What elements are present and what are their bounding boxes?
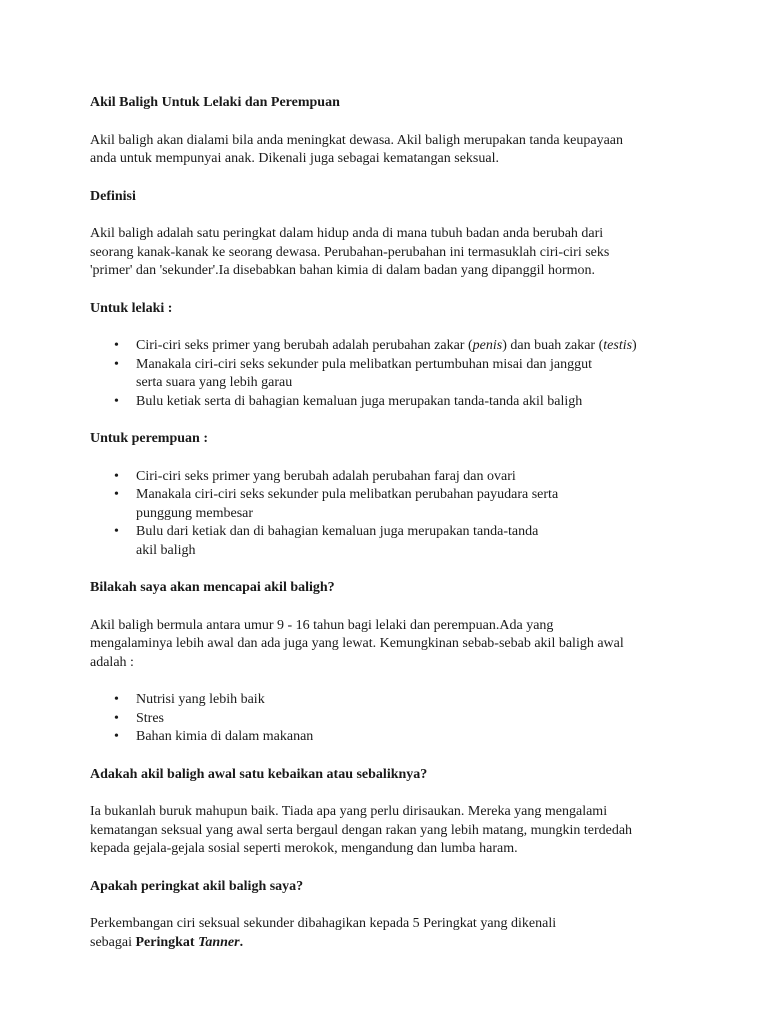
- adakah-paragraph: [90, 803, 690, 859]
- term-penis: penis: [472, 338, 503, 353]
- list-item: • Nutrisi yang lebih baik: [90, 691, 768, 710]
- list-item: [90, 337, 768, 356]
- list-item-line: • Bulu dari ketiak dan di bahagian kemaluan juga merupakan tanda-tanda: [136, 524, 539, 539]
- bilakah-line: Akil baligh bermula antara umur 9 - 16 tahun bagi lelaki dan perempuan.Ada yang: [90, 617, 554, 633]
- apakah-line: Perkembangan ciri seksual sekunder dibahagikan kepada 5 Peringkat yang dikenali: [90, 916, 557, 931]
- perempuan-list: [90, 468, 768, 561]
- text-span: ) dan buah zakar (: [502, 338, 604, 353]
- list-item: [90, 486, 768, 523]
- apakah-paragraph: [90, 915, 690, 952]
- text-span: sebagai: [90, 934, 136, 950]
- tanner-term: Tanner: [198, 934, 240, 950]
- perempuan-heading: Untuk perempuan :: [90, 431, 208, 446]
- definisi-line: Akil baligh adalah satu peringkat dalam hidup anda di mana tubuh badan anda berubah dari: [90, 226, 604, 241]
- list-item: • Stres: [90, 710, 768, 729]
- adakah-line: kematangan seksual yang awal serta bergaul dengan rakan yang lebih matang, mungkin terdedah: [90, 822, 633, 838]
- lelaki-list: [90, 337, 768, 411]
- lelaki-heading: Untuk lelaki :: [90, 300, 173, 316]
- list-item-line: • Manakala ciri-ciri seks sekunder pula melibatkan pertumbuhan misai dan janggut: [136, 356, 593, 372]
- document-title: Akil Baligh Untuk Lelaki dan Perempuan: [90, 95, 340, 110]
- text-span: ): [632, 338, 637, 353]
- definisi-heading: Definisi: [90, 188, 136, 204]
- list-item-line: punggung membesar: [136, 505, 254, 521]
- text-span: .: [239, 934, 244, 950]
- adakah-heading: Adakah akil baligh awal satu kebaikan atau sebaliknya?: [90, 766, 428, 782]
- bilakah-line: adalah :: [90, 654, 134, 670]
- list-item-line: serta suara yang lebih garau: [136, 375, 293, 390]
- bilakah-line: mengalaminya lebih awal dan ada juga yang lewat. Kemungkinan sebab-sebab akil baligh awal: [90, 636, 624, 651]
- adakah-line: kepada gejala-gejala sosial seperti merokok, mengandung dan lumba haram.: [90, 841, 518, 856]
- text-span: Ciri-ciri seks primer yang berubah adalah perubahan zakar (: [136, 338, 473, 353]
- peringkat-bold: Peringkat: [135, 934, 199, 950]
- bilakah-list: [90, 691, 768, 747]
- list-item: [90, 356, 768, 393]
- intro-line: anda untuk mempunyai anak. Dikenali juga sebagai kematangan seksual.: [90, 151, 499, 166]
- list-item-line: • Manakala ciri-ciri seks sekunder pula melibatkan perubahan payudara serta: [136, 487, 559, 502]
- list-item: • Bulu ketiak serta di bahagian kemaluan juga merupakan tanda-tanda akil baligh: [90, 393, 768, 412]
- definisi-line: 'primer' dan 'sekunder'.Ia disebabkan bahan kimia di dalam badan yang dipanggil hormon.: [90, 263, 595, 278]
- list-item-line: akil baligh: [136, 542, 196, 558]
- definisi-paragraph: [90, 225, 690, 281]
- apakah-line: [90, 934, 690, 953]
- bilakah-heading: Bilakah saya akan mencapai akil baligh?: [90, 580, 335, 595]
- term-testis: testis: [603, 338, 633, 353]
- definisi-line: seorang kanak-kanak ke seorang dewasa. Perubahan-perubahan ini termasuklah ciri-ciri seks: [90, 244, 610, 260]
- list-item: • Ciri-ciri seks primer yang berubah adalah perubahan faraj dan ovari: [90, 468, 768, 487]
- apakah-heading: Apakah peringkat akil baligh saya?: [90, 878, 304, 894]
- bilakah-paragraph: [90, 617, 690, 673]
- list-item: • Bahan kimia di dalam makanan: [90, 728, 768, 747]
- intro-line: Akil baligh akan dialami bila anda meningkat dewasa. Akil baligh merupakan tanda keupayaan: [90, 132, 623, 148]
- adakah-line: Ia bukanlah buruk mahupun baik. Tiada apa yang perlu dirisaukan. Mereka yang mengalami: [90, 804, 608, 819]
- list-item: [90, 523, 768, 560]
- intro-paragraph: [90, 132, 690, 169]
